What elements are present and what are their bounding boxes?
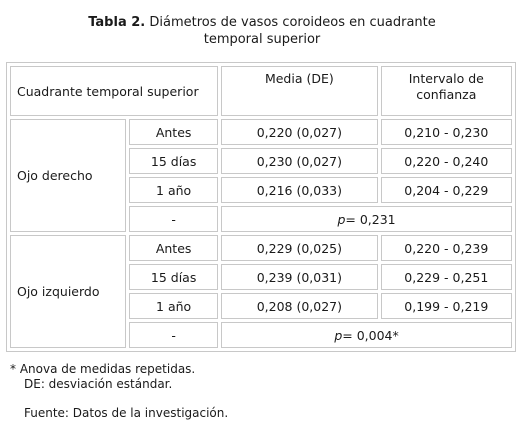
ic-cell: 0,204 - 0,229: [381, 177, 512, 203]
table-notes: [10, 362, 228, 421]
header-group-cell: Cuadrante temporal superior: [10, 66, 218, 116]
p-value: 0,231: [355, 211, 396, 227]
p-value: 0,004*: [352, 327, 399, 343]
summary-dash-cell: -: [129, 322, 218, 348]
time-cell: 15 días: [129, 148, 218, 174]
ic-cell: 0,229 - 0,251: [381, 264, 512, 290]
results-table: [6, 62, 516, 352]
summary-dash-cell: -: [129, 206, 218, 232]
ic-cell: 0,199 - 0,219: [381, 293, 512, 319]
time-cell: Antes: [129, 119, 218, 145]
header-row: [10, 66, 512, 116]
caption-label: Tabla 2.: [88, 15, 146, 30]
table-caption: [0, 14, 524, 48]
p-label: p=: [337, 211, 356, 227]
media-cell: 0,239 (0,031): [221, 264, 378, 290]
media-cell: 0,229 (0,025): [221, 235, 378, 261]
time-cell: Antes: [129, 235, 218, 261]
header-ic-label-1: Intervalo de: [408, 71, 484, 86]
media-cell: 0,220 (0,027): [221, 119, 378, 145]
ic-cell: 0,210 - 0,230: [381, 119, 512, 145]
header-ic-label-2: confianza: [416, 87, 477, 102]
note-source: Fuente: Datos de la investigación.: [24, 406, 229, 420]
ic-cell: 0,220 - 0,240: [381, 148, 512, 174]
media-cell: 0,216 (0,033): [221, 177, 378, 203]
caption-title-2: temporal superior: [203, 32, 321, 47]
header-media-label: Media (DE): [264, 71, 334, 86]
p-value-cell: [221, 206, 512, 232]
table-row: [10, 235, 512, 261]
time-cell: 15 días: [129, 264, 218, 290]
time-cell: 1 año: [129, 177, 218, 203]
ic-cell: 0,220 - 0,239: [381, 235, 512, 261]
media-cell: 0,230 (0,027): [221, 148, 378, 174]
group-label-right-eye: Ojo derecho: [10, 119, 126, 232]
p-label: p=: [334, 327, 353, 343]
note-de: DE: desviación estándar.: [24, 377, 173, 391]
header-ic-cell: [381, 66, 512, 116]
caption-title-1: Diámetros de vasos coroideos en cuadrante: [149, 15, 436, 30]
group-label-left-eye: Ojo izquierdo: [10, 235, 126, 348]
table-row: [10, 119, 512, 145]
media-cell: 0,208 (0,027): [221, 293, 378, 319]
header-media-cell: [221, 66, 378, 116]
note-anova: * Anova de medidas repetidas.: [10, 362, 196, 376]
p-value-cell: [221, 322, 512, 348]
time-cell: 1 año: [129, 293, 218, 319]
caption-line-1: [0, 14, 524, 31]
